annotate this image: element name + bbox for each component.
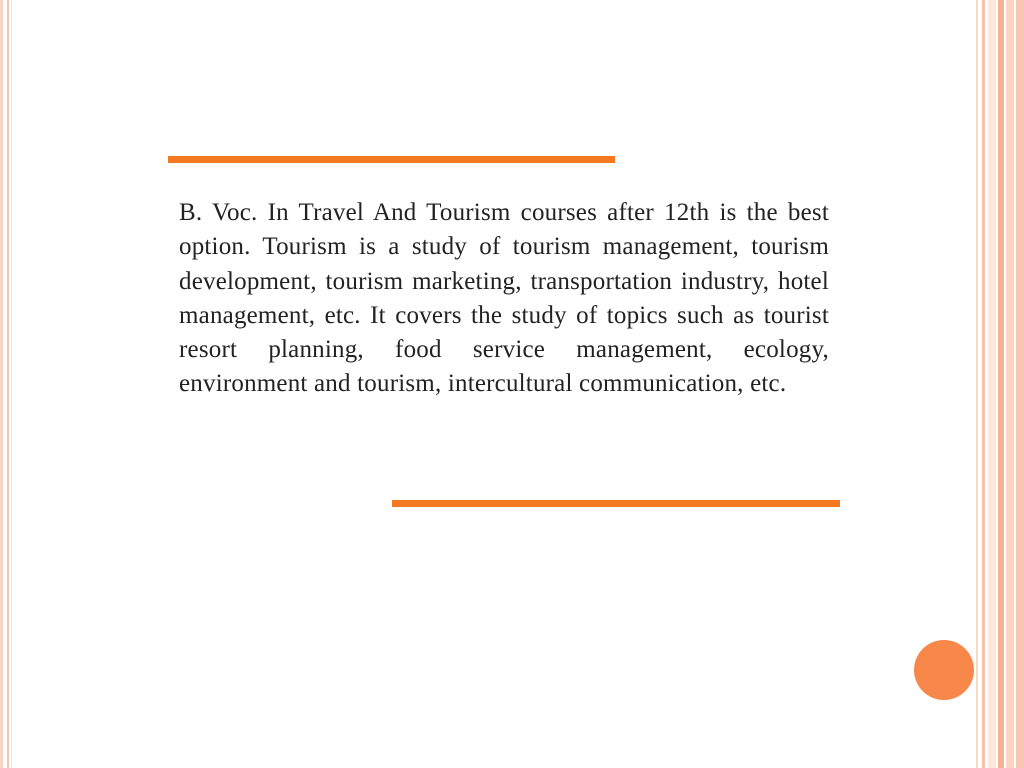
right-border-stripe — [998, 0, 1004, 768]
left-border-line — [7, 0, 9, 768]
right-border-stripe — [976, 0, 978, 768]
right-border-stripes — [976, 0, 1024, 768]
right-border-stripe — [1016, 0, 1024, 768]
top-accent-rule — [168, 156, 615, 163]
decorative-circle — [914, 640, 974, 700]
bottom-accent-rule — [392, 500, 840, 507]
left-border-line — [0, 0, 3, 768]
right-border-stripe — [1006, 0, 1014, 768]
right-border-stripe — [982, 0, 985, 768]
slide-body-text: B. Voc. In Travel And Tourism courses after 12th is the best option. Tourism is a study of tourism management, tourism development, tourism marketing, transportation industry, hotel management, etc. It covers the study of topics such as tourist resort planning, food service management, ecology, environment and tourism, intercultural communication, etc. — [179, 199, 829, 398]
left-border-line — [11, 0, 12, 768]
right-border-stripe — [988, 0, 996, 768]
